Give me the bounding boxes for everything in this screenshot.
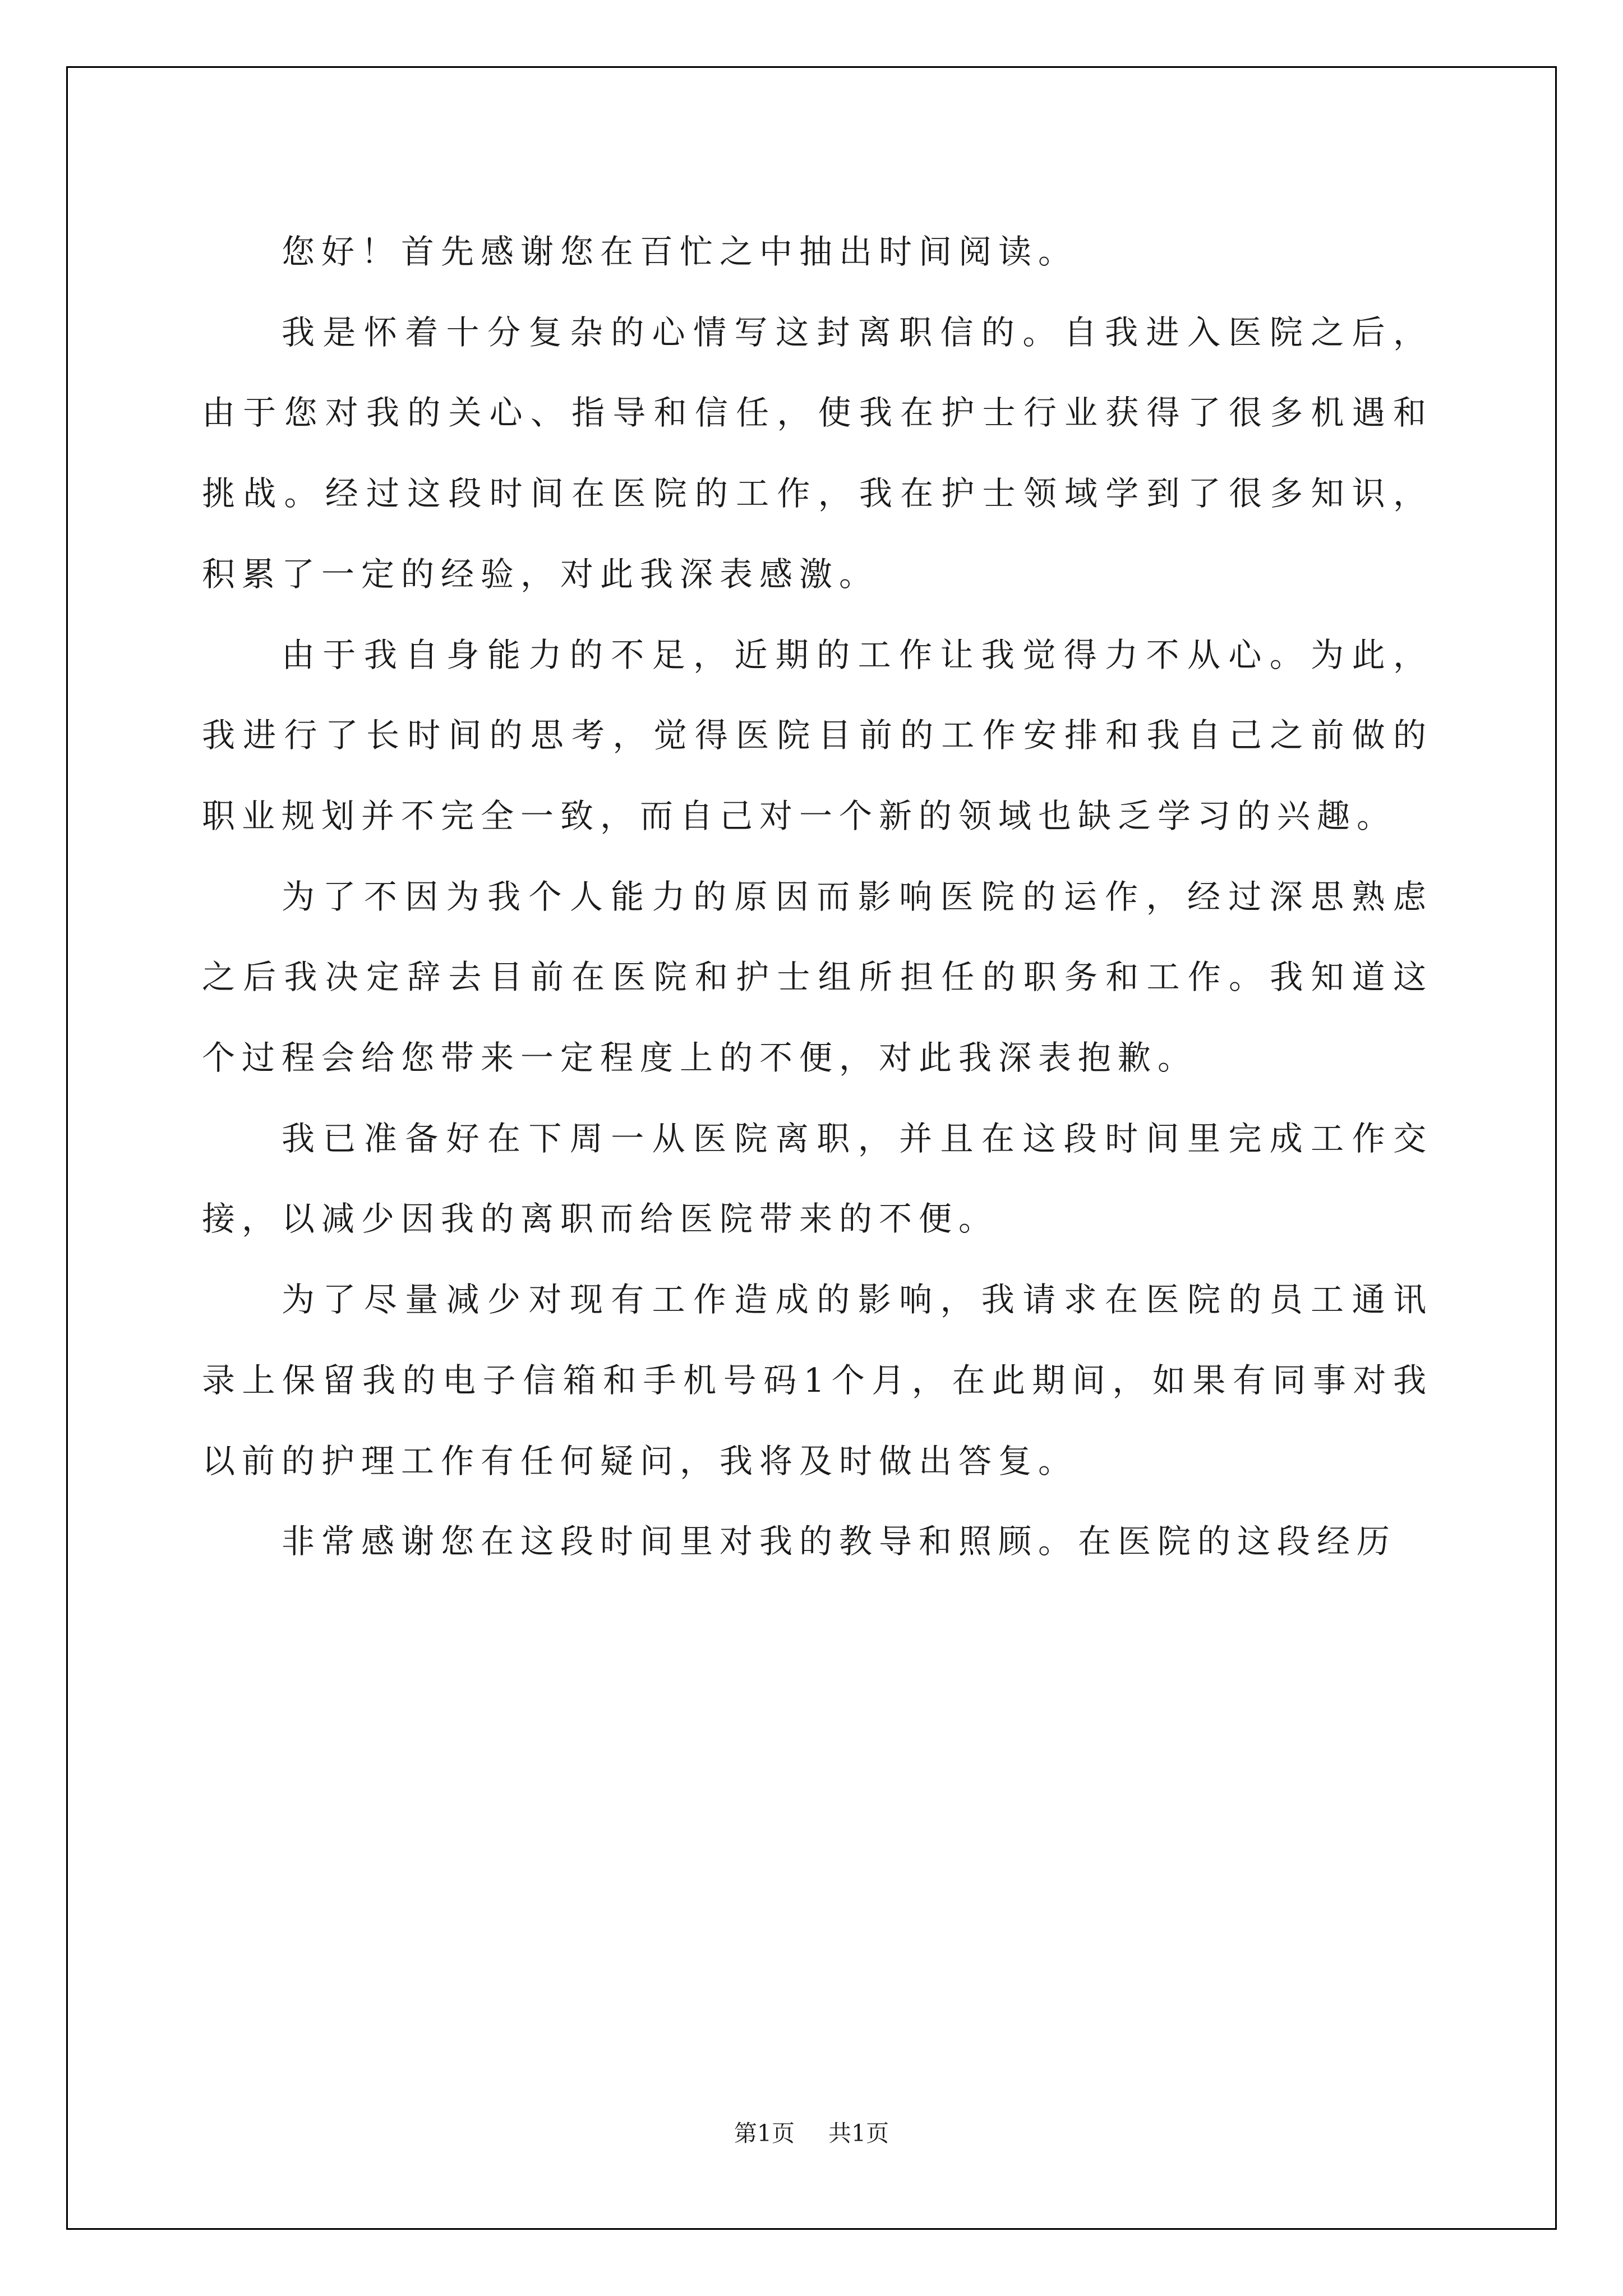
page-number-total: 共1页 [828,2120,889,2147]
paragraph-handover: 我已准备好在下周一从医院离职，并且在这段时间里完成工作交接，以减少因我的离职而给医院带来的不便。 [202,1119,1433,1239]
paragraph-intro: 我是怀着十分复杂的心情写这封离职信的。自我进入医院之后，由于您对我的关心、指导和信任，使我在护士行业获得了很多机遇和挑战。经过这段时间在医院的工作，我在护士领域学到了很多知识，积累了一定的经验，对此我深表感激。 [202,312,1433,593]
paragraph-thanks: 非常感谢您在这段时间里对我的教导和照顾。在医院的这段经历 [282,1522,1397,1561]
paragraph-greeting: 您好！首先感谢您在百忙之中抽出时间阅读。 [282,232,1078,271]
paragraph-decision: 为了不因为我个人能力的原因而影响医院的运作，经过深思熟虑之后我决定辞去目前在医院和护士组所担任的职务和工作。我知道这个过程会给您带来一定程度上的不便，对此我深表抱歉。 [202,877,1433,1078]
page-number-current: 第1页 [734,2120,795,2147]
paragraph-reason: 由于我自身能力的不足，近期的工作让我觉得力不从心。为此，我进行了长时间的思考，觉得医院目前的工作安排和我自己之前做的职业规划并不完全一致，而自己对一个新的领域也缺乏学习的兴趣。 [202,635,1433,835]
letter-body [202,211,1433,1582]
page-footer [0,2119,1623,2147]
paragraph-contact: 为了尽量减少对现有工作造成的影响，我请求在医院的员工通讯录上保留我的电子信箱和手机号码1个月，在此期间，如果有同事对我以前的护理工作有任何疑问，我将及时做出答复。 [202,1280,1433,1480]
